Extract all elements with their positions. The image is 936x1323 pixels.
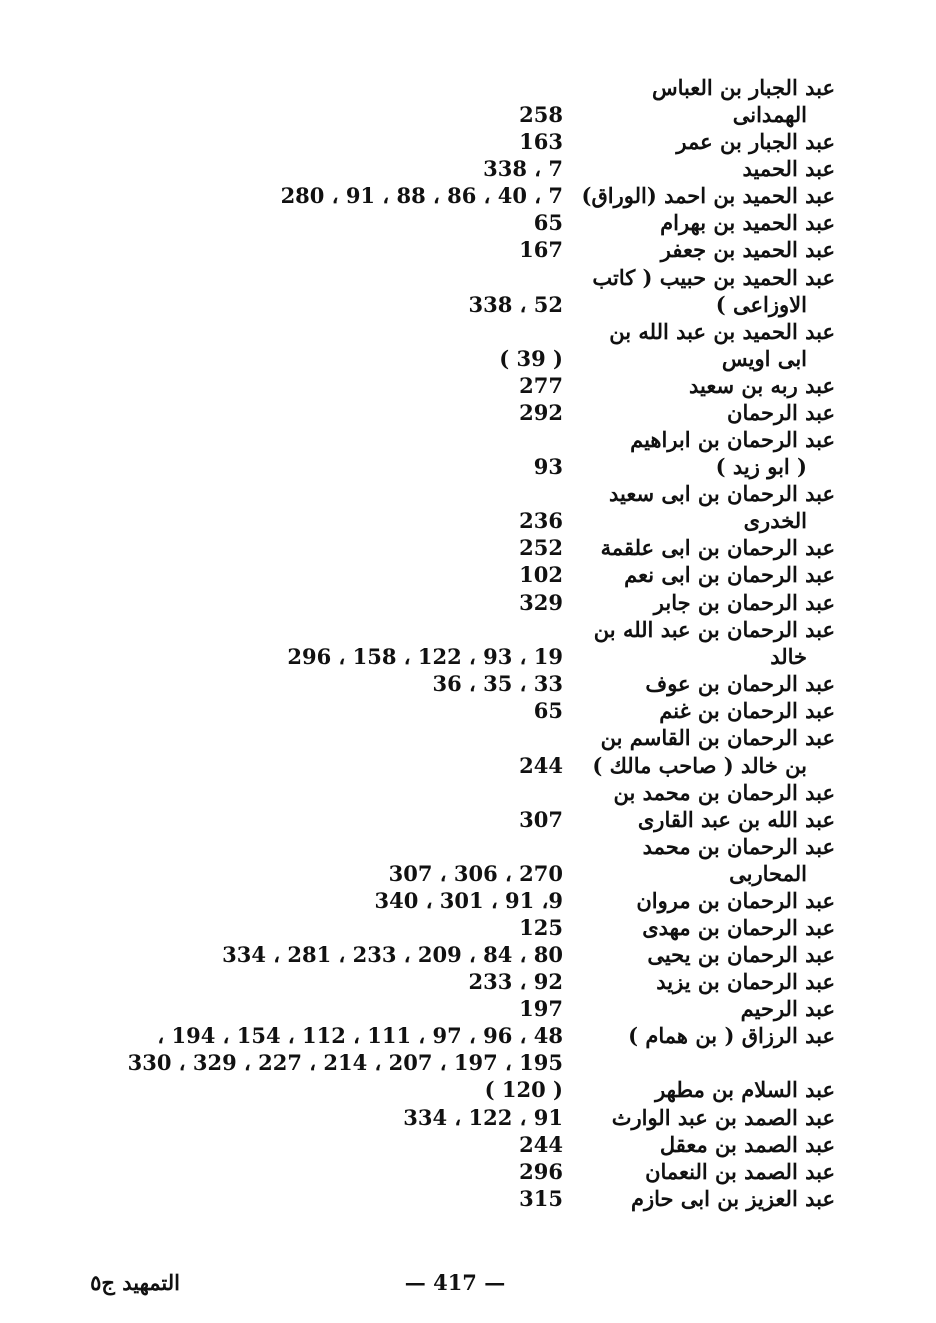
entry-page-numbers: 296: [519, 1159, 563, 1184]
index-entry: [40, 779, 835, 806]
entry-page-numbers: 80 ، 84 ، 209 ، 233 ، 281 ، 334: [222, 942, 563, 967]
entry-name: عبد الحميد بن احمد (الوراق): [581, 183, 835, 208]
index-entry: [40, 860, 835, 887]
entry-name: عبد الرحمان بن عوف: [645, 671, 835, 696]
entry-page-numbers: 258: [519, 102, 563, 127]
index-entry: [40, 806, 835, 833]
index-entry: [40, 697, 835, 724]
entry-page-numbers: 307: [519, 807, 563, 832]
entry-name: الاوزاعى ): [715, 292, 807, 317]
entry-name: الهمدانى: [732, 102, 807, 127]
entry-page-numbers: 33 ، 35 ، 36: [432, 671, 563, 696]
entry-page-numbers: 292: [519, 400, 563, 425]
index-entry: [40, 209, 835, 236]
entry-name: عبد الرحمان بن محمد بن: [613, 780, 835, 805]
index-entry: [40, 589, 835, 616]
entry-name: بن خالد ( صاحب مالك ): [592, 753, 807, 778]
entry-page-numbers: 91 ، 122 ، 334: [403, 1105, 563, 1130]
entry-page-numbers: 167: [519, 237, 563, 262]
entry-name: عبد الرحمان بن جابر: [653, 590, 835, 615]
entry-name: عبد الرحمان: [727, 400, 835, 425]
entry-page-numbers: 252: [519, 535, 563, 560]
entry-name: عبد الله بن عبد القارى: [637, 807, 835, 832]
index-entry: [40, 480, 835, 507]
index-entry: [40, 318, 835, 345]
index-entry: [40, 616, 835, 643]
entry-name: عبد السلام بن مطهر: [655, 1077, 835, 1102]
entry-page-numbers: 315: [519, 1186, 563, 1211]
index-entry: [40, 1131, 835, 1158]
entry-name: الخدرى: [743, 508, 807, 533]
entry-name: عبد العزيز بن ابى حازم: [630, 1186, 835, 1211]
index-entry: [40, 507, 835, 534]
index-entry: [40, 752, 835, 779]
index-entry: [40, 914, 835, 941]
index-entry: [40, 399, 835, 426]
entry-page-numbers: 93: [533, 454, 563, 479]
entry-page-numbers: 244: [519, 1132, 563, 1157]
index-entry: [40, 291, 835, 318]
entry-name: عبد الرحمان بن ابى نعم: [624, 562, 835, 587]
index-entry: [40, 833, 835, 860]
entry-page-numbers: 329: [519, 590, 563, 615]
entry-page-numbers: 65: [533, 210, 563, 235]
index-entry: [40, 372, 835, 399]
entry-page-numbers: 195 ، 197 ، 207 ، 214 ، 227 ، 329 ، 330: [127, 1050, 563, 1075]
index-entry: [40, 1076, 835, 1103]
entry-name: عبد الرحمان بن يحيى: [647, 942, 835, 967]
entry-page-numbers: 48 ، 96 ، 97 ، 111 ، 112 ، 154 ، 194 ،: [157, 1023, 563, 1048]
index-entry: [40, 534, 835, 561]
entry-name: عبد الحميد بن عبد الله بن: [609, 319, 835, 344]
index-entry: [40, 670, 835, 697]
entry-name: عبد الحميد بن حبيب ( كاتب: [592, 265, 835, 290]
entry-page-numbers: 65: [533, 698, 563, 723]
index-entry: [40, 1104, 835, 1131]
entry-name: ابى اويس: [721, 346, 807, 371]
index-entry: [40, 941, 835, 968]
entry-name: عبد الرحيم: [740, 996, 835, 1021]
entry-name: عبد الحميد بن بهرام: [660, 210, 835, 235]
entry-page-numbers: 163: [519, 129, 563, 154]
entry-page-numbers: 244: [519, 753, 563, 778]
entry-page-numbers: 92 ، 233: [468, 969, 563, 994]
index-entry: [40, 724, 835, 751]
index-entry: [40, 1049, 835, 1076]
entry-page-numbers: 7 ، 338: [483, 156, 563, 181]
index-entry: [40, 236, 835, 263]
entry-name: عبد الجبار بن عمر: [676, 129, 835, 154]
entry-page-numbers: ( 120 ): [484, 1077, 563, 1102]
index-entry: [40, 453, 835, 480]
entry-name: عبد ربه بن سعيد: [689, 373, 835, 398]
index-entry: [40, 74, 835, 101]
entry-page-numbers: 19 ، 93 ، 122 ، 158 ، 296: [287, 644, 563, 669]
entry-page-numbers: 9، 91 ، 301 ، 340: [374, 888, 563, 913]
book-title: التمهيد ج٥: [90, 1270, 180, 1295]
entry-page-numbers: 52 ، 338: [468, 292, 563, 317]
entry-page-numbers: 270 ، 306 ، 307: [388, 861, 563, 886]
entry-page-numbers: 236: [519, 508, 563, 533]
index-entry: [40, 887, 835, 914]
index-entry: [40, 1158, 835, 1185]
index-entry: [40, 561, 835, 588]
entry-page-numbers: ( 39 ): [499, 346, 563, 371]
entry-name: خالد: [770, 644, 807, 669]
entry-page-numbers: 7 ، 40 ، 86 ، 88 ، 91 ، 280: [280, 183, 563, 208]
entry-name: عبد الرحمان بن ابى سعيد: [609, 481, 835, 506]
entry-name: عبد الرحمان بن غنم: [659, 698, 835, 723]
entry-name: ( ابو زيد ): [715, 454, 807, 479]
index-entry: [40, 1185, 835, 1212]
index-entry: [40, 345, 835, 372]
entry-name: عبد الرحمان بن عبد الله بن: [593, 617, 835, 642]
entry-name: عبد الرحمان بن مهدى: [642, 915, 835, 940]
entry-name: عبد الصمد بن النعمان: [645, 1159, 835, 1184]
entry-name: عبد الحميد: [742, 156, 835, 181]
entry-name: عبد الرحمان بن القاسم بن: [600, 725, 835, 750]
index-entry: [40, 182, 835, 209]
entry-name: عبد الرحمان بن محمد: [642, 834, 835, 859]
index-entry: [40, 155, 835, 182]
entry-name: المحاربى: [729, 861, 807, 886]
index-entry: [40, 264, 835, 291]
entry-name: عبد الرحمان بن ابى علقمة: [600, 535, 835, 560]
entry-page-numbers: 102: [519, 562, 563, 587]
index-entry: [40, 426, 835, 453]
entry-page-numbers: 125: [519, 915, 563, 940]
index-entry: [40, 128, 835, 155]
entry-page-numbers: 277: [519, 373, 563, 398]
entry-name: عبد الرحمان بن ابراهيم: [630, 427, 835, 452]
index-entry: [40, 1022, 835, 1049]
page-number: — 417 —: [404, 1270, 506, 1295]
index-entry: [40, 995, 835, 1022]
entry-name: عبد الرحمان بن مروان: [636, 888, 835, 913]
index-entry: [40, 643, 835, 670]
index-entry: [40, 968, 835, 995]
entry-name: عبد الصمد بن معقل: [659, 1132, 835, 1157]
entry-name: عبد الحميد بن جعفر: [660, 237, 835, 262]
entry-name: عبد الرزاق ( بن همام ): [628, 1023, 835, 1048]
entry-page-numbers: 197: [519, 996, 563, 1021]
entry-name: عبد الرحمان بن يزيد: [656, 969, 835, 994]
entry-name: عبد الصمد بن عبد الوارث: [611, 1105, 835, 1130]
index-entry: [40, 101, 835, 128]
entry-name: عبد الجبار بن العباس: [651, 75, 835, 100]
